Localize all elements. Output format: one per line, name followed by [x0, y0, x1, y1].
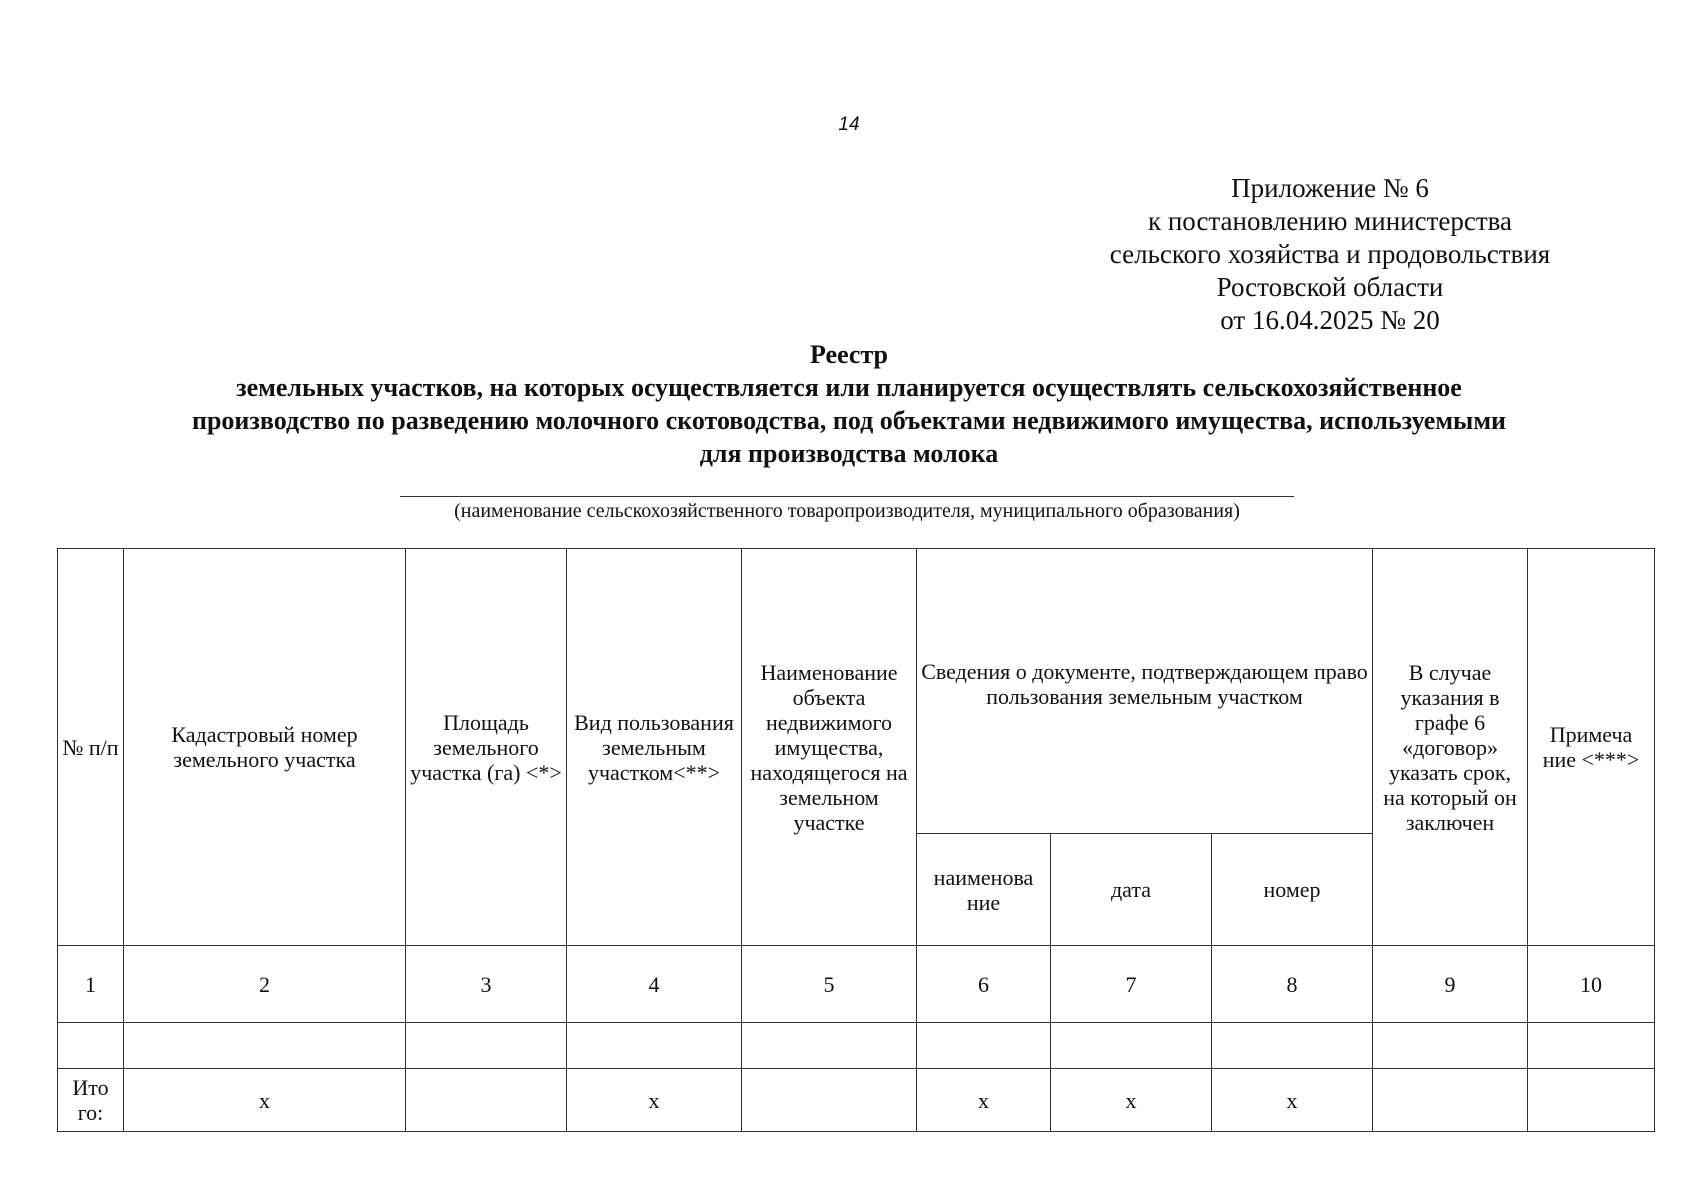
- title-line: земельных участков, на которых осуществляется или планируется осуществлять сельскохозяйственное: [236, 373, 1462, 402]
- empty-cell: [567, 1023, 742, 1069]
- column-number-cell: 1: [58, 946, 124, 1023]
- column-number-cell: 9: [1373, 946, 1528, 1023]
- total-cell: х: [1212, 1069, 1373, 1132]
- total-cell: х: [1051, 1069, 1212, 1132]
- table-row: [58, 1023, 1655, 1069]
- total-cell: [1528, 1069, 1655, 1132]
- header-contract-term: В случае указания в графе 6 «договор» указать срок, на который он заключен: [1373, 549, 1528, 946]
- header-object-name: Наименование объекта недвижимого имущества, находящегося на земельном участке: [742, 549, 917, 946]
- column-number-cell: 7: [1051, 946, 1212, 1023]
- title-line: производство по разведению молочного скотоводства, под объектами недвижимого имущества, используемыми: [191, 406, 1507, 435]
- total-cell: х: [917, 1069, 1051, 1132]
- name-fill-line: [400, 496, 1294, 497]
- empty-cell: [1212, 1023, 1373, 1069]
- name-caption: (наименование сельскохозяйственного товаропроизводителя, муниципального образования): [454, 500, 1240, 522]
- empty-cell: [1528, 1023, 1655, 1069]
- page-number: 14: [838, 114, 860, 135]
- empty-cell: [1051, 1023, 1212, 1069]
- total-label: Ито го:: [58, 1069, 124, 1132]
- appendix-line: Ростовской области: [1216, 272, 1444, 302]
- header-document-date: дата: [1051, 834, 1212, 946]
- header-number: № п/п: [58, 549, 124, 946]
- header-document-info: Сведения о документе, подтверждающем право пользования земельным участком: [917, 549, 1373, 834]
- header-usage-type: Вид пользования земельным участком<**>: [567, 549, 742, 946]
- column-number-cell: 5: [742, 946, 917, 1023]
- total-cell: [742, 1069, 917, 1132]
- column-number-cell: 10: [1528, 946, 1655, 1023]
- total-cell: [406, 1069, 567, 1132]
- column-number-row: [58, 946, 1655, 1023]
- column-number-cell: 4: [567, 946, 742, 1023]
- empty-cell: [1373, 1023, 1528, 1069]
- total-cell: х: [124, 1069, 406, 1132]
- total-cell: х: [567, 1069, 742, 1132]
- total-cell: [1373, 1069, 1528, 1132]
- header-document-name: наименова ние: [917, 834, 1051, 946]
- appendix-line: Приложение № 6: [1231, 173, 1429, 203]
- title-line: Реестр: [809, 340, 889, 369]
- column-number-cell: 3: [406, 946, 567, 1023]
- empty-cell: [124, 1023, 406, 1069]
- total-row: [58, 1069, 1655, 1132]
- appendix-line: сельского хозяйства и продовольствия: [1109, 239, 1551, 269]
- title-line: для производства молока: [699, 439, 999, 468]
- appendix-block: [1080, 172, 1580, 337]
- registry-table: [57, 548, 1655, 1132]
- header-document-number: номер: [1212, 834, 1373, 946]
- column-number-cell: 8: [1212, 946, 1373, 1023]
- header-cadastral-number: Кадастровый номер земельного участка: [124, 549, 406, 946]
- empty-cell: [742, 1023, 917, 1069]
- empty-cell: [58, 1023, 124, 1069]
- appendix-line: от 16.04.2025 № 20: [1220, 305, 1440, 335]
- appendix-line: к постановлению министерства: [1147, 206, 1513, 236]
- empty-cell: [406, 1023, 567, 1069]
- header-note: Примеча ние <***>: [1528, 549, 1655, 946]
- document-title: [0, 338, 1698, 470]
- empty-cell: [917, 1023, 1051, 1069]
- header-area: Площадь земельного участка (га) <*>: [406, 549, 567, 946]
- column-number-cell: 2: [124, 946, 406, 1023]
- column-number-cell: 6: [917, 946, 1051, 1023]
